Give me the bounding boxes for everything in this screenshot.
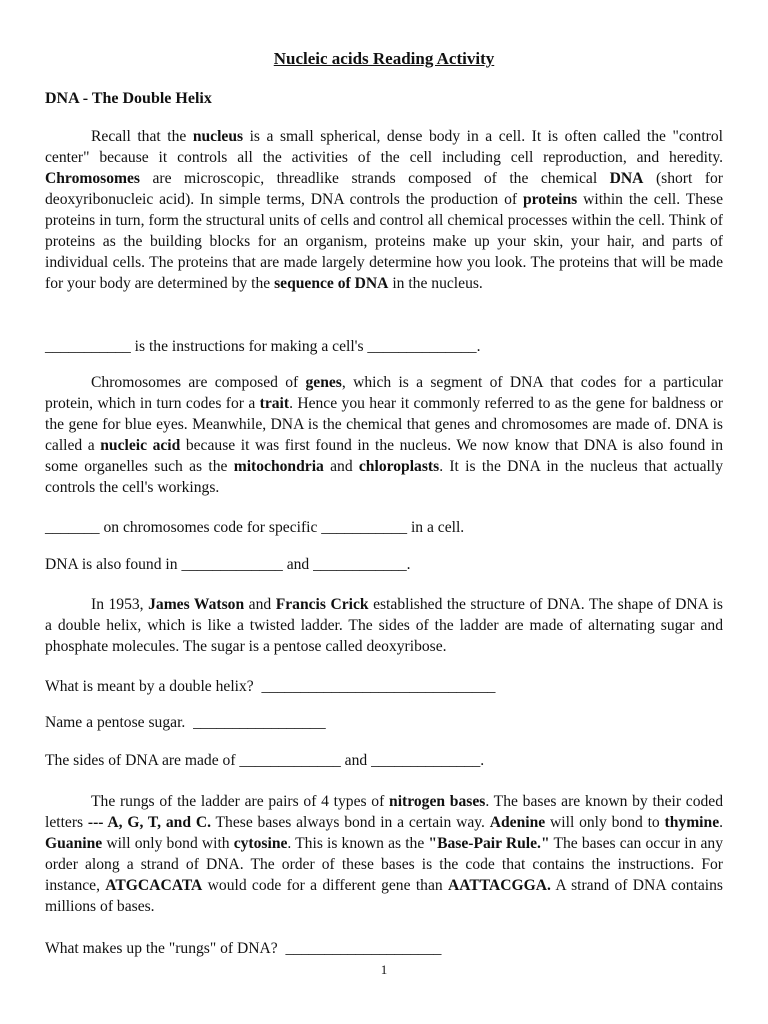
text-run: . — [719, 814, 724, 831]
text-run: In 1953, — [91, 596, 149, 613]
bold-term: ATGCACATA — [105, 877, 203, 894]
question-dna-rungs[interactable]: What makes up the "rungs" of DNA? ____________________ — [45, 940, 442, 957]
bold-term: --- A, G, T, and C. — [87, 814, 211, 831]
bold-term: "Base-Pair Rule." — [428, 835, 550, 852]
question-dna-sides[interactable]: The sides of DNA are made of _____________ and ______________. — [45, 752, 485, 769]
text-run: would code for a different gene than — [202, 877, 448, 894]
text-run: . The bases are known by their coded letters — [45, 793, 724, 831]
bold-term: Chromosomes — [45, 170, 141, 187]
bold-term: Guanine — [45, 835, 103, 852]
text-run: established the structure of DNA. The shape of DNA is a double helix, which is like a twisted ladder. The sides of the ladder are made of alternating sugar and phosphate molecules. The sugar is a pentose called deoxyribose. — [45, 596, 723, 655]
text-run: is a small spherical, dense body in a cell. It is often called the "control center" because it controls all the activities of the cell including cell reproduction, and heredity. — [45, 128, 723, 166]
bold-term: DNA — [609, 170, 644, 187]
paragraph-watson-crick — [45, 594, 723, 657]
text-run: Recall that the — [91, 128, 193, 145]
bold-term: mitochondria — [233, 458, 324, 475]
text-run: . This is known as the — [287, 835, 429, 852]
question-double-helix[interactable]: What is meant by a double helix? ______________________________ — [45, 678, 496, 695]
paragraph-nitrogen-bases — [45, 791, 723, 917]
text-run: and — [323, 458, 359, 475]
section-heading: DNA - The Double Helix — [45, 90, 212, 107]
bold-term: AATTACGGA. — [447, 877, 551, 894]
text-run: and — [244, 596, 276, 613]
bold-term: chloroplasts — [358, 458, 440, 475]
text-run: (short for deoxyribonucleic acid). In simple terms, DNA controls the production of — [45, 170, 723, 208]
bold-term: sequence of DNA — [274, 275, 389, 292]
bold-term: proteins — [522, 191, 578, 208]
question-organelles-blank[interactable]: DNA is also found in _____________ and ____________. — [45, 556, 411, 573]
bold-term: James Watson — [148, 596, 245, 613]
text-run: are microscopic, threadlike strands composed of the chemical — [140, 170, 610, 187]
text-run: , which is a segment of DNA that codes for a particular protein, which in turn codes for a — [45, 374, 723, 412]
text-run: These bases always bond in a certain way. — [210, 814, 490, 831]
paragraph-nucleus — [45, 126, 723, 294]
text-run: . Hence you hear it commonly referred to as the gene for baldness or the gene for blue eyes. Meanwhile, DNA is the chemical that genes and chromosomes are made of. DNA is called a — [45, 395, 723, 454]
document-title: Nucleic acids Reading Activity — [273, 49, 495, 68]
bold-term: nucleic acid — [100, 437, 181, 454]
question-pentose-sugar[interactable]: Name a pentose sugar. _________________ — [45, 714, 326, 731]
paragraph-genes — [45, 372, 723, 498]
text-run: will only bond with — [102, 835, 234, 852]
bold-term: Francis Crick — [275, 596, 369, 613]
text-run: . It is the DNA in the nucleus that actually controls the cell's workings. — [45, 458, 723, 496]
bold-term: thymine — [664, 814, 720, 831]
question-instructions-blank[interactable]: ___________ is the instructions for making a cell's ______________. — [45, 338, 481, 355]
bold-term: cytosine — [233, 835, 288, 852]
text-run: will only bond to — [545, 814, 665, 831]
text-run: in the nucleus. — [388, 275, 483, 292]
bold-term: genes — [305, 374, 342, 391]
page-number: 1 — [380, 962, 388, 977]
bold-term: Adenine — [489, 814, 546, 831]
text-run: because it was first found in the nucleus. We now know that DNA is also found in some organelles such as the — [45, 437, 723, 475]
text-run: A strand of DNA contains millions of bases. — [45, 877, 723, 915]
bold-term: nucleus — [192, 128, 244, 145]
bold-term: nitrogen bases — [389, 793, 486, 810]
bold-term: trait — [259, 395, 290, 412]
text-run: within the cell. These proteins in turn, form the structural units of cells and control all chemical processes within the cell. Think of proteins as the building blocks for an organism, proteins make up your skin, your hair, and parts of individual cells. The proteins that are made largely determine how you look. The proteins that will be made for your body are determined by the — [45, 191, 723, 292]
text-run: The bases can occur in any order along a strand of DNA. The order of these bases is the code that contains the instructions. For instance, — [45, 835, 723, 894]
text-run: Chromosomes are composed of — [91, 374, 306, 391]
text-run: The rungs of the ladder are pairs of 4 types of — [91, 793, 390, 810]
question-genes-blank[interactable]: _______ on chromosomes code for specific ___________ in a cell. — [45, 519, 465, 536]
